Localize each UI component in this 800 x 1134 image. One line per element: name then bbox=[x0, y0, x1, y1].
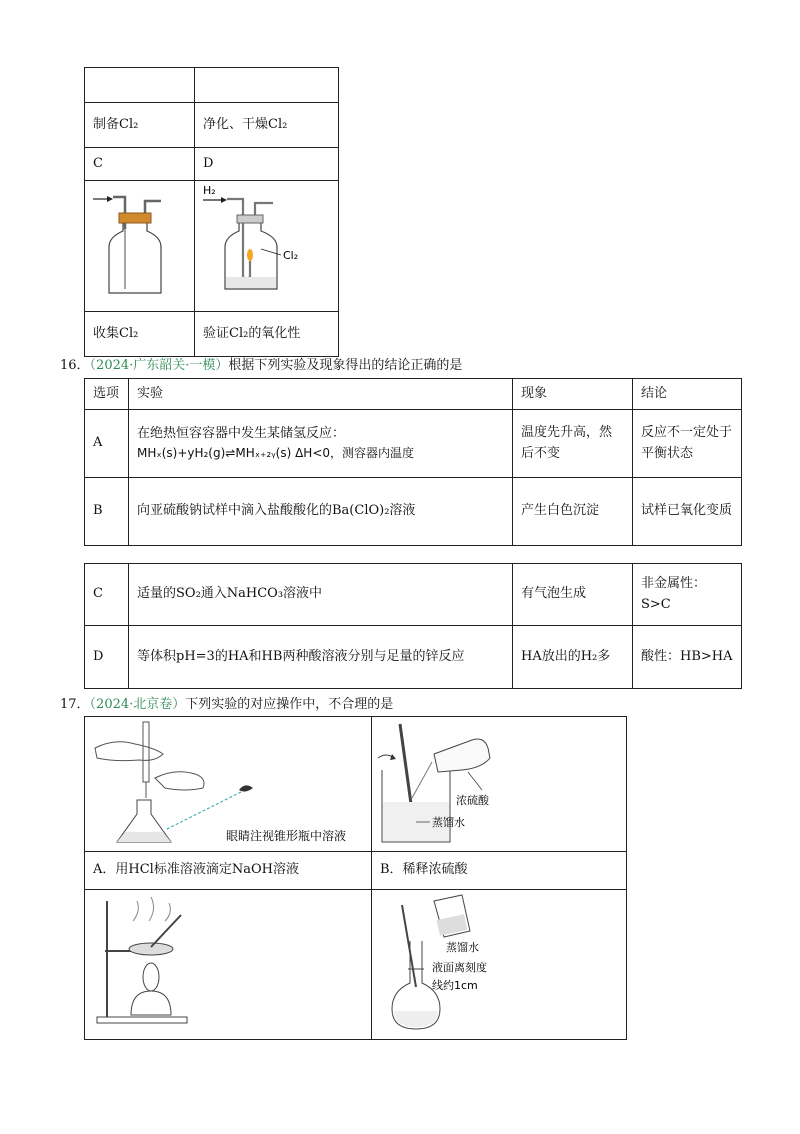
question-source: （2024·北京卷） bbox=[89, 697, 186, 712]
header-option: 选项 bbox=[85, 379, 129, 410]
figure-gas-bottle-c bbox=[85, 181, 195, 312]
phenomenon-d: HA放出的H₂多 bbox=[513, 626, 633, 689]
conclusion-a: 反应不一定处于平衡状态 bbox=[633, 410, 742, 478]
conclusion-b: 试样已氧化变质 bbox=[633, 478, 742, 546]
phenomenon-c: 有气泡生成 bbox=[513, 564, 633, 626]
question-source: （2024·广东韶关·一模） bbox=[89, 358, 229, 373]
titration-note: 眼睛注视锥形瓶中溶液 bbox=[226, 828, 347, 843]
option-b: B bbox=[85, 478, 129, 546]
experiment-a-line1: 在绝热恒容容器中发生某储氢反应： bbox=[137, 426, 346, 442]
question-17-stem bbox=[60, 693, 393, 712]
option-a: A bbox=[85, 410, 129, 478]
caption-a: A．用HCl标准溶液滴定NaOH溶液 bbox=[85, 852, 372, 890]
header-experiment: 实验 bbox=[129, 379, 513, 410]
q17-table bbox=[84, 716, 627, 1040]
cell-prepare-cl2: 制备Cl₂ bbox=[85, 103, 195, 148]
question-text: 根据下列实验及现象得出的结论正确的是 bbox=[228, 358, 463, 373]
option-d: D bbox=[85, 626, 129, 689]
experiment-c: 适量的SO₂通入NaHCO₃溶液中 bbox=[129, 564, 513, 626]
cell-option-c: C bbox=[85, 148, 195, 181]
caption-b: B．稀释浓硫酸 bbox=[372, 852, 627, 890]
question-text: 下列实验的对应操作中，不合理的是 bbox=[185, 697, 394, 712]
experiment-d: 等体积pH=3的HA和HB两种酸溶液分别与足量的锌反应 bbox=[129, 626, 513, 689]
experiment-b: 向亚硫酸钠试样中滴入盐酸酸化的Ba(ClO)₂溶液 bbox=[129, 478, 513, 546]
cell-verify-cl2: 验证Cl₂的氧化性 bbox=[195, 312, 339, 357]
question-16-stem bbox=[60, 354, 462, 373]
q16-table-part2 bbox=[84, 563, 742, 689]
q16-table-part1 bbox=[84, 378, 742, 546]
water-label: 蒸馏水 bbox=[446, 940, 479, 954]
question-number: 17． bbox=[60, 697, 90, 712]
conclusion-c: 非金属性：S>C bbox=[633, 564, 742, 626]
cell-purify-cl2: 净化、干燥Cl₂ bbox=[195, 103, 339, 148]
experiment-a bbox=[129, 410, 513, 478]
cell-empty bbox=[195, 68, 339, 103]
question-number: 16． bbox=[60, 358, 90, 373]
figure-h2-burning-d bbox=[195, 181, 339, 312]
cell-option-d: D bbox=[195, 148, 339, 181]
phenomenon-b: 产生白色沉淀 bbox=[513, 478, 633, 546]
header-phenomenon: 现象 bbox=[513, 379, 633, 410]
acid-label: 浓硫酸 bbox=[456, 793, 489, 807]
phenomenon-a: 温度先升高，然后不变 bbox=[513, 410, 633, 478]
cell-empty bbox=[85, 68, 195, 103]
figure-titration bbox=[85, 717, 372, 852]
cl2-label: Cl₂ bbox=[283, 249, 299, 262]
figure-evaporation bbox=[85, 890, 372, 1040]
figure-volumetric-flask bbox=[372, 890, 627, 1040]
cell-collect-cl2: 收集Cl₂ bbox=[85, 312, 195, 357]
table-top bbox=[84, 67, 339, 357]
water-label: 蒸馏水 bbox=[432, 815, 465, 829]
header-conclusion: 结论 bbox=[633, 379, 742, 410]
h2-label: H₂ bbox=[203, 184, 216, 197]
experiment-a-line2: MHₓ(s)+yH₂(g)⇌MHₓ₊₂ᵧ(s) ΔH<0，测容器内温度 bbox=[137, 446, 415, 461]
level-label-1: 液面离刻度 bbox=[432, 960, 487, 974]
option-c: C bbox=[85, 564, 129, 626]
conclusion-d: 酸性：HB>HA bbox=[633, 626, 742, 689]
level-label-2: 线约1cm bbox=[432, 978, 478, 992]
figure-dilution bbox=[372, 717, 627, 852]
